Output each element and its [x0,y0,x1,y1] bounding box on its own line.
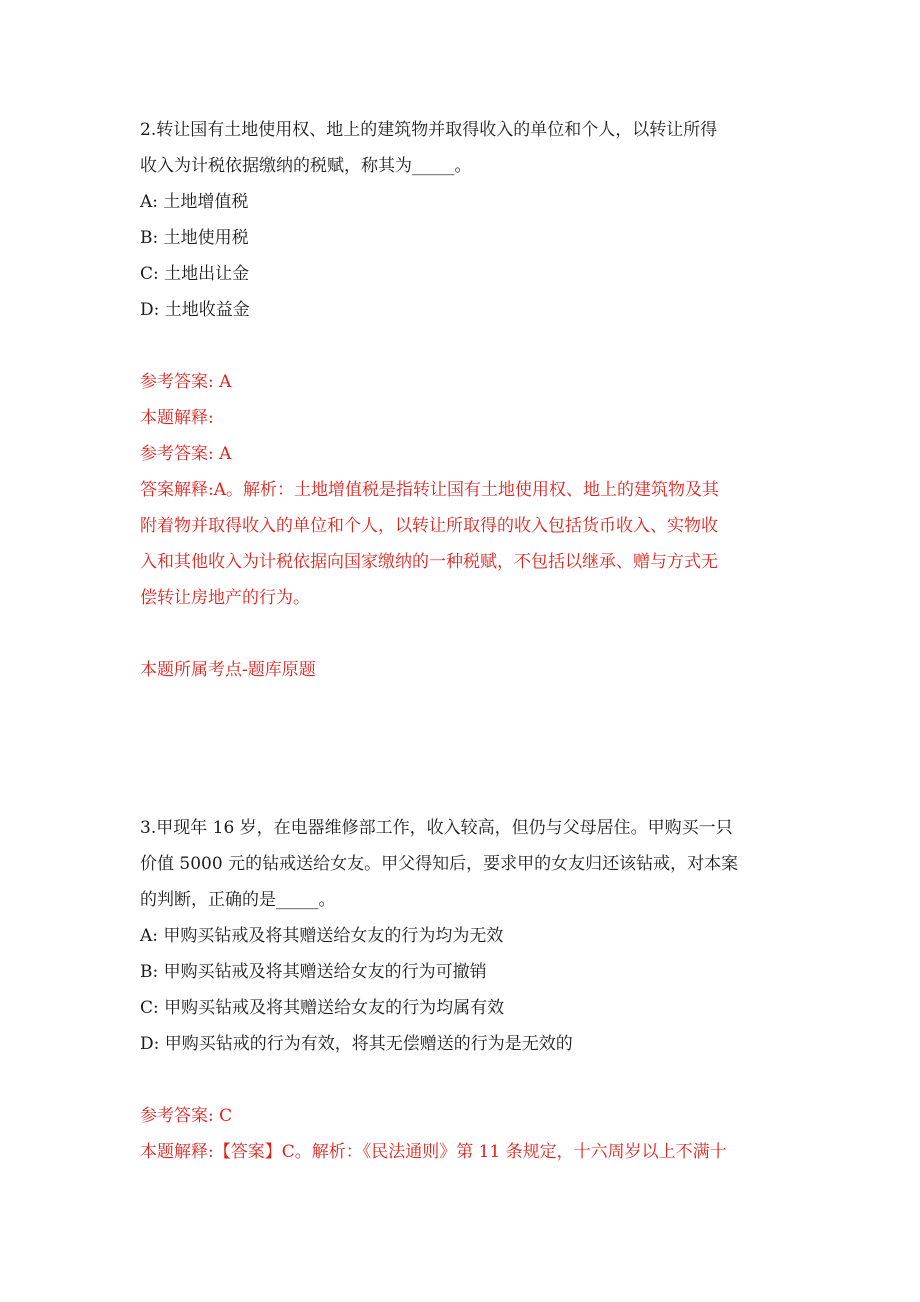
question-stem: 收入为计税依据缴纳的税赋，称其为_____。 [140,156,472,176]
explanation-label: 本题解释: [140,408,214,428]
question-stem: 的判断，正确的是_____。 [140,890,336,910]
document-page [140,112,785,1170]
option-a: A: 土地增值税 [140,192,249,212]
explanation-text: 附着物并取得收入的单位和个人，以转让所取得的收入包括货币收入、实物收 [140,516,718,536]
question-stem: 3.甲现年 16 岁，在电器维修部工作，收入较高，但仍与父母居住。甲购买一只 [140,818,733,838]
topic-label: 本题所属考点-题库原题 [140,660,316,680]
explanation-text: 偿转让房地产的行为。 [140,588,310,608]
question-stem: 价值 5000 元的钻戒送给女友。甲父得知后，要求甲的女友归还该钻戒，对本案 [140,854,739,874]
explanation-text: 入和其他收入为计税依据向国家缴纳的一种税赋，不包括以继承、赠与方式无 [140,552,718,572]
option-a: A: 甲购买钻戒及将其赠送给女友的行为均为无效 [140,926,504,946]
question-3 [140,810,785,1170]
reference-answer: 参考答案: A [140,372,232,392]
option-d: D: 甲购买钻戒的行为有效，将其无偿赠送的行为是无效的 [140,1034,573,1054]
reference-answer: 参考答案: A [140,444,232,464]
explanation-text: 本题解释:【答案】C。解析：《民法通则》第 11 条规定，十六周岁以上不满十 [140,1142,727,1162]
question-2 [140,112,785,688]
option-d: D: 土地收益金 [140,300,250,320]
option-b: B: 甲购买钻戒及将其赠送给女友的行为可撤销 [140,962,487,982]
question-stem: 2.转让国有土地使用权、地上的建筑物并取得收入的单位和个人，以转让所得 [140,120,718,140]
option-b: B: 土地使用税 [140,228,249,248]
option-c: C: 甲购买钻戒及将其赠送给女友的行为均属有效 [140,998,505,1018]
explanation-text: 答案解释:A。解析：土地增值税是指转让国有土地使用权、地上的建筑物及其 [140,480,720,500]
option-c: C: 土地出让金 [140,264,250,284]
reference-answer: 参考答案: C [140,1106,233,1126]
